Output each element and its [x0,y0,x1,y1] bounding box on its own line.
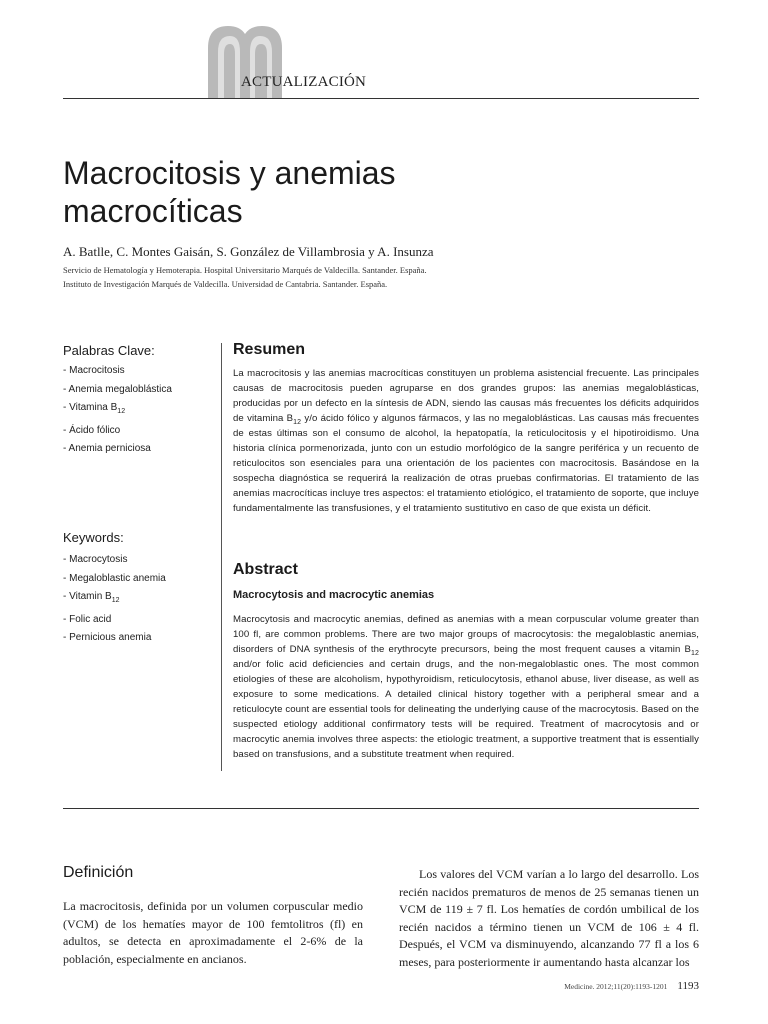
list-item: - Megaloblastic anemia [63,572,166,584]
list-item: - Pernicious anemia [63,632,152,643]
definicion-right-paragraph: Los valores del VCM varían a lo largo del desarrollo. Los recién nacidos prematuros de menos de 25 semanas tienen un VCM de 119 ± 7 fl. Los hematíes de cordón umbilical de los recién nacidos a término tienen un VCM de 106 ± 4 fl. Después, el VCM va disminuyendo, alcanzando 77 fl a los 6 meses, para posteriormente ir aumentando hasta alcanzar los [399,867,699,969]
resumen-heading: Resumen [233,341,306,358]
abstract-heading: Abstract [233,561,298,578]
article-title [63,154,623,230]
list-item: - Ácido fólico [63,424,121,436]
list-item: - Anemia megaloblástica [63,383,172,395]
page-footer [564,976,699,994]
column-divider [221,343,222,771]
page-number: 1193 [677,980,699,992]
affiliation-1: Servicio de Hematología y Hemoterapia. Hospital Universitario Marqués de Valdecilla. Santander. España. [63,265,427,275]
list-item: - Macrocitosis [63,365,125,376]
list-item: - Vitamina $B_{12}$ [63,402,126,415]
subscript: 12 [117,408,126,415]
header-rule [63,98,699,99]
list-item: - Folic acid [63,613,112,625]
definicion-heading: Definición [63,864,134,881]
keywords-heading: Keywords: [63,530,124,545]
palabras-clave-list [63,362,172,459]
title-line-1: Macrocitosis y anemias [63,155,396,191]
title-line-2: macrocíticas [63,193,243,229]
list-item: - Macrocytosis [63,554,128,565]
authors: A. Batlle, C. Montes Gaisán, S. González de Villambrosia y A. Insunza [63,244,434,259]
list-item: - Anemia perniciosa [63,443,151,454]
resumen-text: La macrocitosis y las anemias macrocíticas constituyen un problema asistencial frecuente. Las principales causas de macrocitosis pueden agruparse en dos grandes grupos: las anemias megaloblásticas, producidas por un defecto en la síntesis de ADN, siendo las causas más frecuentes los déficits adquiridos de vitamina $B_{12}$ y/o ácido fólico y algunos fármacos, y las no megaloblásticas. Las causas más frecuentes de estas últimas son el consumo de alcohol, la hepatopatía, la reticulocitosis y el hipotiroidismo. Una historia clínica pormenorizada, junto con un estudio morfológico de la sangre periférica y un recuento de reticulocitos son esenciales para una orientación de los pacientes con macrocitosis. Basándose en la sospecha diagnóstica se requerirá la realización de otras pruebas confirmatorias. El tratamiento de las anemias macrocíticas incluye tres aspectos: el tratamiento etiológico, el tratamiento de soporte, que incluye fundamentalmente las transfusiones, y el tratamiento sustitutivo en caso de que exista un déficit. [233,368,700,514]
affiliation-2: Instituto de Investigación Marqués de Valdecilla. Universidad de Cantabria. Santander. España. [63,279,388,289]
abstract-text: Macrocytosis and macrocytic anemias, defined as anemias with a mean corpuscular volume greater than 100 fl, are common problems. There are two major groups of macrocytosis: the megaloblastic anemias, disorders of DNA synthesis of the erythrocyte precursors, being the most frequent causes a vitamin $B_{12}$ and/or folic acid deficiencies and certain drugs, and the non-megaloblastic ones. The most common etiologies of these are alcoholism, hypothyroidism, reticulocytosis, ethanol abuse, liver disease, as well as exposure to some medications. A detailed clinical history together with a peripheral smear and a reticulocyte count are essential tools for delineating the underlying cause of the macrocytosis. Based on the suspected etiology additional confirmatory tests will be required. Treatment of macrocytosis and or macrocytic anemia involves three aspects: the etiologic treatment, a supportive treatment that is essentially based on transfusions, and a substitute treatment when required. [233,614,699,760]
abstract-rule [63,808,699,809]
list-item: - Vitamin $B_{12}$ [63,591,120,604]
citation: Medicine. 2012;11(20):1193-1201 [564,982,668,991]
subscript: 12 [111,597,120,604]
keywords-list [63,551,166,648]
abstract-subheading: Macrocytosis and macrocytic anemias [233,589,435,601]
palabras-clave-heading: Palabras Clave: [63,343,155,358]
definicion-left-paragraph: La macrocitosis, definida por un volumen corpuscular medio (VCM) de los hematíes mayor de 100 femtolitros (fl) en adultos, se detecta en aproximadamente el 2-6% de la población, especialmente en ancianos. [63,899,363,966]
section-label: ACTUALIZACIÓN [241,74,367,90]
